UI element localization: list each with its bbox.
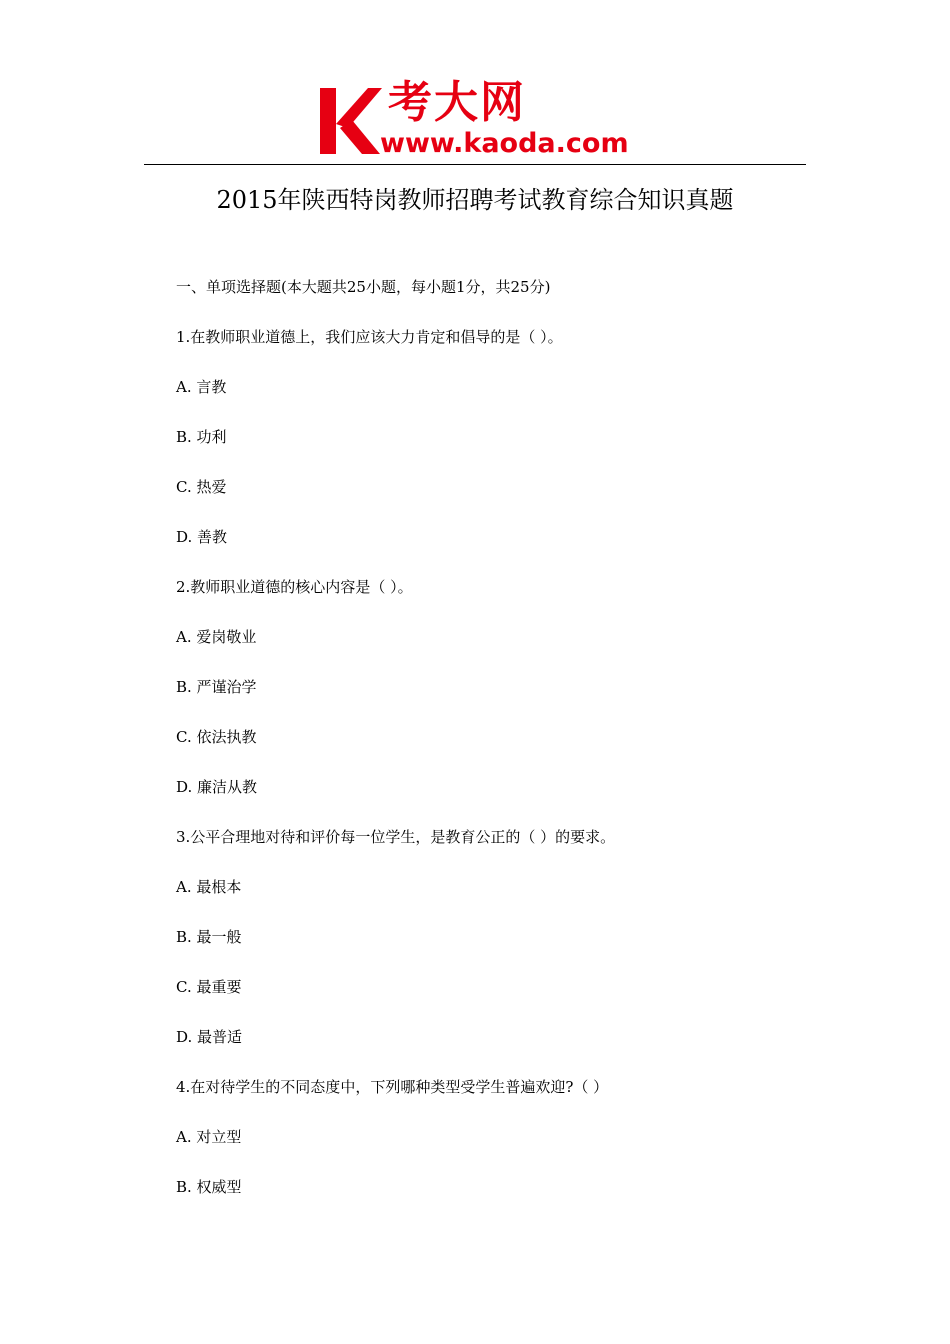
kaoda-logo	[318, 78, 640, 162]
logo-chinese-text: 考大网	[388, 77, 526, 128]
question-2-option-b: B. 严谨治学	[176, 678, 257, 696]
question-2-option-c: C. 依法执教	[176, 728, 257, 746]
question-2-option-d: D. 廉洁从教	[176, 778, 258, 796]
question-1: 1.在教师职业道德上，我们应该大力肯定和倡导的是（ ）。	[176, 328, 563, 346]
question-2-option-a: A. 爱岗敬业	[176, 628, 257, 646]
logo-url-text: www.kaoda.com	[380, 128, 629, 159]
section-heading: 一、单项选择题(本大题共25小题，每小题1分，共25分)	[176, 278, 551, 296]
question-3-option-c: C. 最重要	[176, 978, 242, 996]
question-3-option-d: D. 最普适	[176, 1028, 243, 1046]
question-3-option-a: A. 最根本	[176, 878, 242, 896]
question-4-option-b: B. 权威型	[176, 1178, 242, 1196]
question-3-option-b: B. 最一般	[176, 928, 242, 946]
header-divider	[144, 164, 806, 165]
question-1-option-d: D. 善教	[176, 528, 228, 546]
logo-k-mark-icon	[318, 84, 384, 156]
question-2: 2.教师职业道德的核心内容是（ ）。	[176, 578, 413, 596]
question-1-option-a: A. 言教	[176, 378, 227, 396]
document-title: 2015年陕西特岗教师招聘考试教育综合知识真题	[216, 186, 734, 214]
question-4: 4.在对待学生的不同态度中，下列哪种类型受学生普遍欢迎?（ ）	[176, 1078, 609, 1096]
question-1-option-c: C. 热爱	[176, 478, 227, 496]
document-body	[176, 274, 816, 1224]
question-4-option-a: A. 对立型	[176, 1128, 242, 1146]
question-1-option-b: B. 功利	[176, 428, 227, 446]
question-3: 3.公平合理地对待和评价每一位学生，是教育公正的（ ）的要求。	[176, 828, 616, 846]
